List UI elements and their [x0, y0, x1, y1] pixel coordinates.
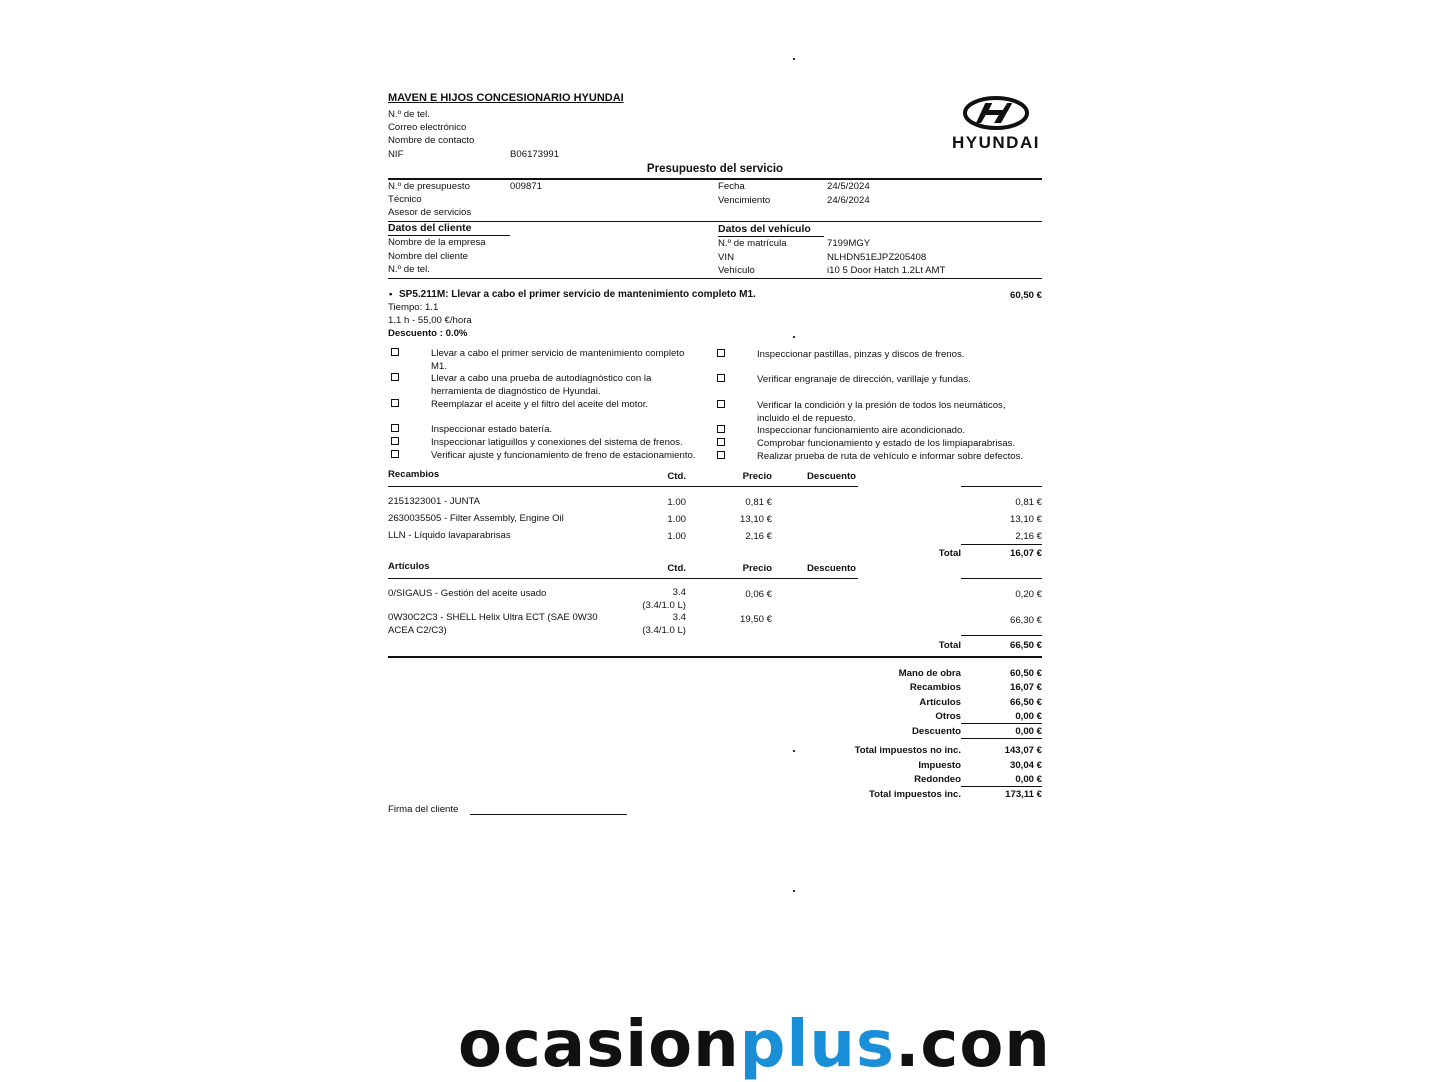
part-price: 2,16 €	[745, 531, 772, 542]
contact-label: Nombre de contacto	[388, 135, 475, 146]
task-right-4: Inspeccionar funcionamiento aire acondicionado.	[757, 425, 965, 436]
article-total: 0,20 €	[1015, 589, 1042, 600]
vin-value: NLHDN51EJPZ205408	[827, 252, 927, 263]
service-time: Tiempo: 1.1	[388, 302, 439, 313]
task-left-1: Llevar a cabo el primer servicio de mantenimiento completo	[431, 348, 685, 359]
article-price: 0,06 €	[745, 589, 772, 600]
technician-label: Técnico	[388, 194, 422, 205]
plate-label: N.º de matrícula	[718, 238, 787, 249]
task-checkbox[interactable]	[717, 438, 725, 446]
footer-part1: ocasion	[458, 1008, 740, 1082]
table-row: 2151323001 - JUNTA	[388, 496, 481, 507]
hyundai-logo	[950, 95, 1042, 153]
part-total: 13,10 €	[1009, 514, 1042, 525]
summary-tax-label: Impuesto	[918, 760, 961, 771]
summary-parts-value: 16,07 €	[1009, 682, 1042, 693]
summary-discount-value: 0,00 €	[1015, 726, 1042, 737]
task-checkbox[interactable]	[717, 349, 725, 357]
signature-line	[470, 814, 627, 815]
part-qty: 1.00	[667, 531, 686, 542]
task-left-1b: M1.	[431, 361, 447, 372]
table-row: 0W30C2C3 - SHELL Helix Ultra ECT (SAE 0W30	[388, 612, 598, 623]
summary-subtotal-value: 143,07 €	[1004, 745, 1042, 756]
logo-text: HYUNDAI	[952, 133, 1040, 152]
task-left-2b: herramienta de diagnóstico de Hyundai.	[431, 386, 601, 397]
summary-articles-value: 66,50 €	[1009, 697, 1042, 708]
part-total: 2,16 €	[1015, 531, 1042, 542]
company-name: MAVEN E HIJOS CONCESIONARIO HYUNDAI	[388, 92, 624, 104]
summary-total-label: Total impuestos inc.	[868, 789, 961, 800]
task-right-2: Verificar engranaje de dirección, varillaje y fundas.	[757, 374, 971, 385]
table-row: 2630035505 - Filter Assembly, Engine Oil	[388, 513, 564, 524]
article-qty: 3.4	[672, 587, 686, 598]
task-left-5: Inspeccionar latiguillos y conexiones del sistema de frenos.	[431, 437, 683, 448]
document-title: Presupuesto del servicio	[646, 163, 784, 175]
parts-header-desc: Recambios	[388, 469, 440, 480]
task-left-3: Reemplazar el aceite y el filtro del aceite del motor.	[431, 399, 649, 410]
client-phone-label: N.º de tel.	[388, 264, 430, 275]
article-total: 66,30 €	[1009, 615, 1042, 626]
service-bullet: •	[389, 289, 393, 300]
parts-header-discount: Descuento	[807, 471, 857, 482]
service-title: SP5.211M: Llevar a cabo el primer servicio de mantenimiento completo M1.	[399, 289, 756, 300]
nif-value: B06173991	[510, 149, 560, 160]
task-right-3: Verificar la condición y la presión de todos los neumáticos,	[757, 400, 1006, 411]
date-label: Fecha	[718, 181, 745, 192]
part-price: 13,10 €	[739, 514, 772, 525]
task-checkbox[interactable]	[391, 399, 399, 407]
table-row: LLN - Líquido lavaparabrisas	[388, 530, 511, 541]
summary-labor-value: 60,50 €	[1009, 668, 1042, 679]
task-right-1: Inspeccionar pastillas, pinzas y discos de frenos.	[757, 349, 965, 360]
task-checkbox[interactable]	[391, 373, 399, 381]
client-company-label: Nombre de la empresa	[388, 237, 486, 248]
ocasionplus-watermark	[458, 1008, 1051, 1082]
summary-tax-value: 30,04 €	[1009, 760, 1042, 771]
nif-label: NIF	[388, 149, 404, 160]
summary-labor-label: Mano de obra	[898, 668, 961, 679]
quote-number-value: 009871	[510, 181, 543, 192]
task-checkbox[interactable]	[717, 400, 725, 408]
task-right-6: Realizar prueba de ruta de vehículo e informar sobre defectos.	[757, 451, 1024, 462]
articles-header-desc: Artículos	[388, 561, 430, 572]
articles-total-label: Total	[938, 640, 961, 651]
task-checkbox[interactable]	[717, 451, 725, 459]
phone-label: N.º de tel.	[388, 109, 430, 120]
article-price: 19,50 €	[739, 614, 772, 625]
task-right-5: Comprobar funcionamiento y estado de los limpiaparabrisas.	[757, 438, 1016, 449]
footer-part3: .con	[895, 1008, 1051, 1082]
summary-articles-label: Artículos	[919, 697, 961, 708]
task-checkbox[interactable]	[391, 424, 399, 432]
task-checkbox[interactable]	[391, 437, 399, 445]
email-label: Correo electrónico	[388, 122, 467, 133]
date-value: 24/5/2024	[827, 181, 870, 192]
plate-value: 7199MGY	[827, 238, 871, 249]
task-checkbox[interactable]	[717, 425, 725, 433]
expiry-label: Vencimiento	[718, 195, 771, 206]
table-row: 0/SIGAUS - Gestión del aceite usado	[388, 588, 547, 599]
signature-label: Firma del cliente	[388, 804, 459, 815]
service-discount: Descuento : 0.0%	[388, 328, 468, 339]
client-section-title: Datos del cliente	[388, 222, 472, 234]
summary-rounding-label: Redondeo	[914, 774, 961, 785]
task-checkbox[interactable]	[717, 374, 725, 382]
task-left-6: Verificar ajuste y funcionamiento de freno de estacionamiento.	[431, 450, 696, 461]
parts-total-label: Total	[938, 548, 961, 559]
part-price: 0,81 €	[745, 497, 772, 508]
summary-parts-label: Recambios	[909, 682, 961, 693]
part-total: 0,81 €	[1015, 497, 1042, 508]
task-checkbox[interactable]	[391, 348, 399, 356]
article-qty-detail: (3.4/1.0 L)	[642, 625, 686, 636]
vehicle-section-title: Datos del vehículo	[718, 223, 811, 235]
service-rate: 1.1 h - 55,00 €/hora	[388, 315, 472, 326]
article-qty: 3.4	[672, 612, 686, 623]
summary-other-label: Otros	[935, 711, 961, 722]
part-qty: 1.00	[667, 497, 686, 508]
service-price: 60,50 €	[1009, 290, 1042, 301]
footer-part2: plus	[739, 1008, 896, 1082]
summary-subtotal-label: Total impuestos no inc.	[854, 745, 961, 756]
article-qty-detail: (3.4/1.0 L)	[642, 600, 686, 611]
vehicle-model-value: i10 5 Door Hatch 1.2Lt AMT	[827, 265, 946, 276]
articles-total-value: 66,50 €	[1009, 640, 1042, 651]
vehicle-model-label: Vehículo	[718, 265, 755, 276]
task-checkbox[interactable]	[391, 450, 399, 458]
articles-header-qty: Ctd.	[667, 563, 686, 574]
task-left-4: Inspeccionar estado batería.	[431, 424, 553, 435]
summary-other-value: 0,00 €	[1015, 711, 1042, 722]
parts-header-price: Precio	[742, 471, 772, 482]
quote-number-label: N.º de presupuesto	[388, 181, 470, 192]
summary-discount-label: Descuento	[911, 726, 961, 737]
summary-rounding-value: 0,00 €	[1015, 774, 1042, 785]
summary-total-value: 173,11 €	[1005, 789, 1042, 800]
task-right-3b: incluido el de repuesto.	[757, 413, 856, 424]
parts-header-qty: Ctd.	[667, 471, 686, 482]
vin-label: VIN	[718, 252, 734, 263]
part-qty: 1.00	[667, 514, 686, 525]
articles-header-discount: Descuento	[807, 563, 857, 574]
table-row-cont: ACEA C2/C3)	[388, 625, 447, 636]
expiry-value: 24/6/2024	[827, 195, 870, 206]
advisor-label: Asesor de servicios	[388, 207, 472, 218]
parts-total-value: 16,07 €	[1009, 548, 1042, 559]
task-left-2: Llevar a cabo una prueba de autodiagnóstico con la	[431, 373, 652, 384]
articles-header-price: Precio	[742, 563, 772, 574]
client-name-label: Nombre del cliente	[388, 251, 468, 262]
